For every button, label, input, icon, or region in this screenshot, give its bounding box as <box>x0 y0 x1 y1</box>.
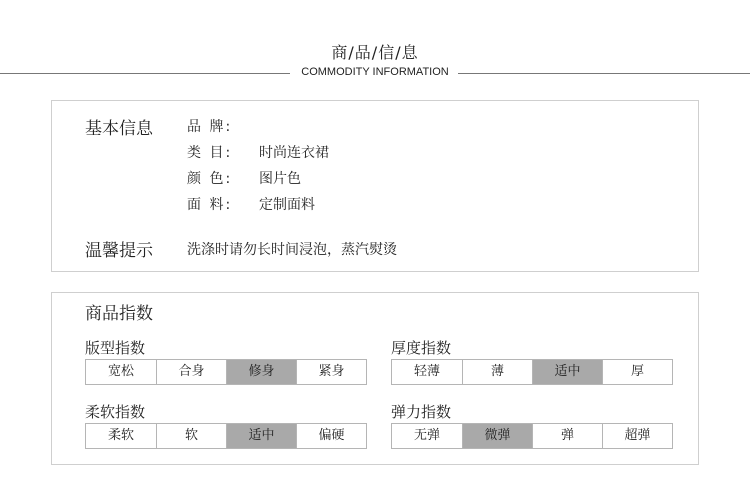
softness-index-title: 柔软指数 <box>85 403 146 421</box>
elasticity-option: 无弹 <box>413 428 440 443</box>
elasticity-option: 弹 <box>532 424 602 448</box>
elasticity-index-scale <box>391 423 673 449</box>
product-index-panel <box>51 292 699 465</box>
softness-option: 柔软 <box>107 428 134 443</box>
tips-text: 洗涤时请勿长时间浸泡，蒸汽熨烫 <box>187 242 397 258</box>
fit-option: 宽松 <box>107 364 134 379</box>
info-key-brand: 品 牌: <box>187 119 233 135</box>
thickness-index-scale <box>391 359 673 385</box>
info-key-color: 颜 色: <box>187 171 233 187</box>
info-key-fabric: 面 料: <box>187 197 233 213</box>
thickness-option: 轻薄 <box>413 364 440 379</box>
page-subtitle <box>0 66 750 78</box>
tips-label: 温馨提示 <box>85 241 153 261</box>
page-title: 商/品/信/息 <box>331 43 419 62</box>
elasticity-option: 超弹 <box>602 424 672 448</box>
fit-option: 紧身 <box>296 360 366 384</box>
softness-option: 偏硬 <box>296 424 366 448</box>
info-value-category: 时尚连衣裙 <box>259 145 329 161</box>
softness-index-scale <box>85 423 367 449</box>
fit-option: 修身 <box>226 360 296 384</box>
info-key-category: 类 目: <box>187 145 233 161</box>
thickness-index-title: 厚度指数 <box>391 339 452 357</box>
elasticity-option: 微弹 <box>462 424 532 448</box>
fit-option: 合身 <box>156 360 226 384</box>
fit-index-scale <box>85 359 367 385</box>
page-subtitle-text: COMMODITY INFORMATION <box>295 66 454 78</box>
info-value-fabric: 定制面料 <box>259 197 315 213</box>
elasticity-index-title: 弹力指数 <box>391 403 452 421</box>
thickness-option: 厚 <box>602 360 672 384</box>
thickness-option: 适中 <box>532 360 602 384</box>
index-section-label: 商品指数 <box>85 304 153 324</box>
softness-option: 软 <box>156 424 226 448</box>
softness-option: 适中 <box>226 424 296 448</box>
basic-info-panel <box>51 100 699 272</box>
info-value-color: 图片色 <box>259 171 301 187</box>
basic-info-label: 基本信息 <box>85 119 153 139</box>
thickness-option: 薄 <box>462 360 532 384</box>
fit-index-title: 版型指数 <box>85 339 146 357</box>
